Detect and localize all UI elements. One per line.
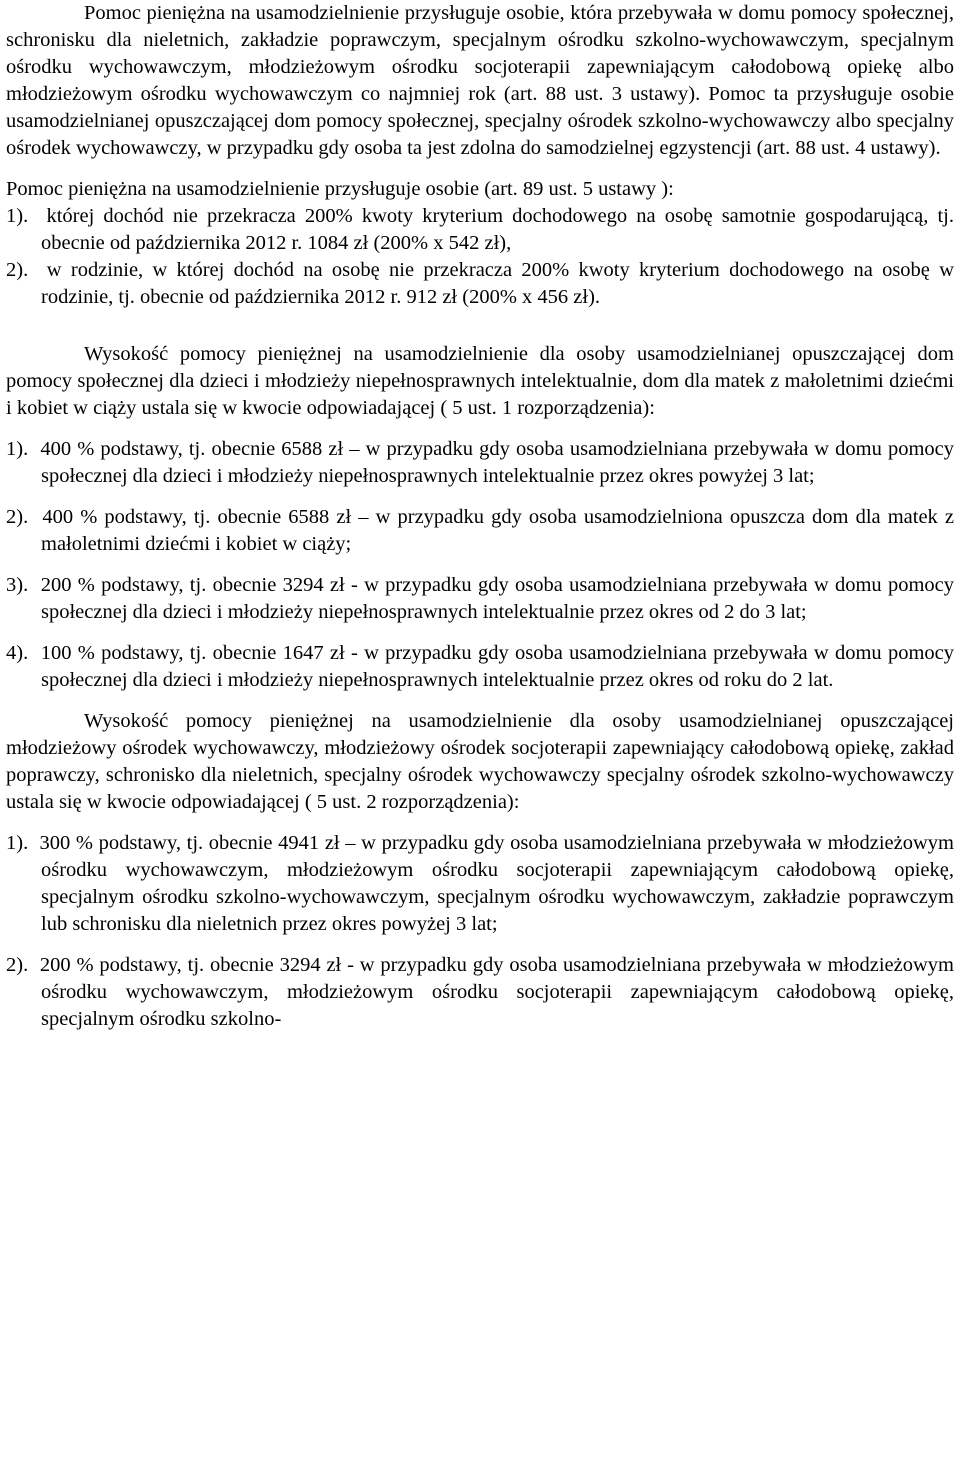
list-item: 2). 400 % podstawy, tj. obecnie 6588 zł – w przypadku gdy osoba usamodzielniona opuszcza dom dla matek z małoletnimi dziećmi i kobiet w ciąży; bbox=[6, 506, 954, 555]
list-item: 1). 300 % podstawy, tj. obecnie 4941 zł – w przypadku gdy osoba usamodzielniana przebywała w młodzieżowym ośrodku wychowawczym, młodzieżowym ośrodku socjoterapii zapewniającym całodobową opiekę, specjalnym ośrodku szkolno-wychowawczym, specjalnym ośrodku wychowawczym, zakładzie poprawczym lub schronisku dla nieletnich przez okres powyżej 3 lat; bbox=[6, 832, 954, 935]
list-item: 3). 200 % podstawy, tj. obecnie 3294 zł - w przypadku gdy osoba usamodzielniana przebywała w domu pomocy społecznej dla dzieci i młodzieży niepełnosprawnych intelektualnie przez okres od 2 do 3 lat; bbox=[6, 574, 954, 623]
paragraph-eligibility: Pomoc pieniężna na usamodzielnienie przysługuje osobie, która przebywała w domu pomocy społecznej, schronisku dla nieletnich, zakładzie poprawczym, specjalnym ośrodku szkolno-wychowawczym, specjalnym ośrodku wychowawczym, młodzieżowym ośrodku socjoterapii zapewniającym całodobową opiekę albo młodzieżowym ośrodku wychowawczym co najmniej rok (art. 88 ust. 3 ustawy). Pomoc ta przysługuje osobie usamodzielnianej opuszczającej dom pomocy społecznej, specjalny ośrodek szkolno-wychowawczy albo specjalny ośrodek wychowawczy, w przypadku gdy osoba ta jest zdolna do samodzielnej egzystencji (art. 88 ust. 4 ustawy). bbox=[6, 2, 954, 159]
paragraph-income-intro: Pomoc pieniężna na usamodzielnienie przysługuje osobie (art. 89 ust. 5 ustawy ): bbox=[6, 178, 674, 200]
list-item: 1). 400 % podstawy, tj. obecnie 6588 zł – w przypadku gdy osoba usamodzielniana przebywała w domu pomocy społecznej dla dzieci i młodzieży niepełnosprawnych intelektualnie przez okres powyżej 3 lat; bbox=[6, 438, 954, 487]
paragraph-amount-youth-centers: Wysokość pomocy pieniężnej na usamodzielnienie dla osoby usamodzielnianej opuszczającej młodzieżowy ośrodek wychowawczy, młodzieżowy ośrodek socjoterapii zapewniający całodobową opiekę, zakład poprawczy, schronisko dla nieletnich, specjalny ośrodek wychowawczy specjalny ośrodek szkolno-wychowawczy ustala się w kwocie odpowiadającej ( 5 ust. 2 rozporządzenia): bbox=[6, 710, 954, 813]
list-item: 2). 200 % podstawy, tj. obecnie 3294 zł - w przypadku gdy osoba usamodzielniana przebywała w młodzieżowym ośrodku wychowawczym, młodzieżowym ośrodku socjoterapii zapewniającym całodobową opiekę, specjalnym ośrodku szkolno- bbox=[6, 954, 955, 1030]
list-item: 4). 100 % podstawy, tj. obecnie 1647 zł - w przypadku gdy osoba usamodzielniana przebywała w domu pomocy społecznej dla dzieci i młodzieży niepełnosprawnych intelektualnie przez okres od roku do 2 lat. bbox=[6, 642, 954, 691]
paragraph-amount-disabled: Wysokość pomocy pieniężnej na usamodzielnienie dla osoby usamodzielnianej opuszczającej dom pomocy społecznej dla dzieci i młodzieży niepełnosprawnych intelektualnie, dom dla matek z małoletnimi dziećmi i kobiet w ciąży ustala się w kwocie odpowiadającej ( 5 ust. 1 rozporządzenia): bbox=[6, 343, 954, 419]
list-item: 2). w rodzinie, w której dochód na osobę nie przekracza 200% kwoty kryterium dochodowego na osobę w rodzinie, tj. obecnie od października 2012 r. 912 zł (200% x 456 zł). bbox=[6, 259, 954, 308]
list-item: 1). której dochód nie przekracza 200% kwoty kryterium dochodowego na osobę samotnie gospodarującą, tj. obecnie od października 2012 r. 1084 zł (200% x 542 zł), bbox=[6, 205, 954, 254]
